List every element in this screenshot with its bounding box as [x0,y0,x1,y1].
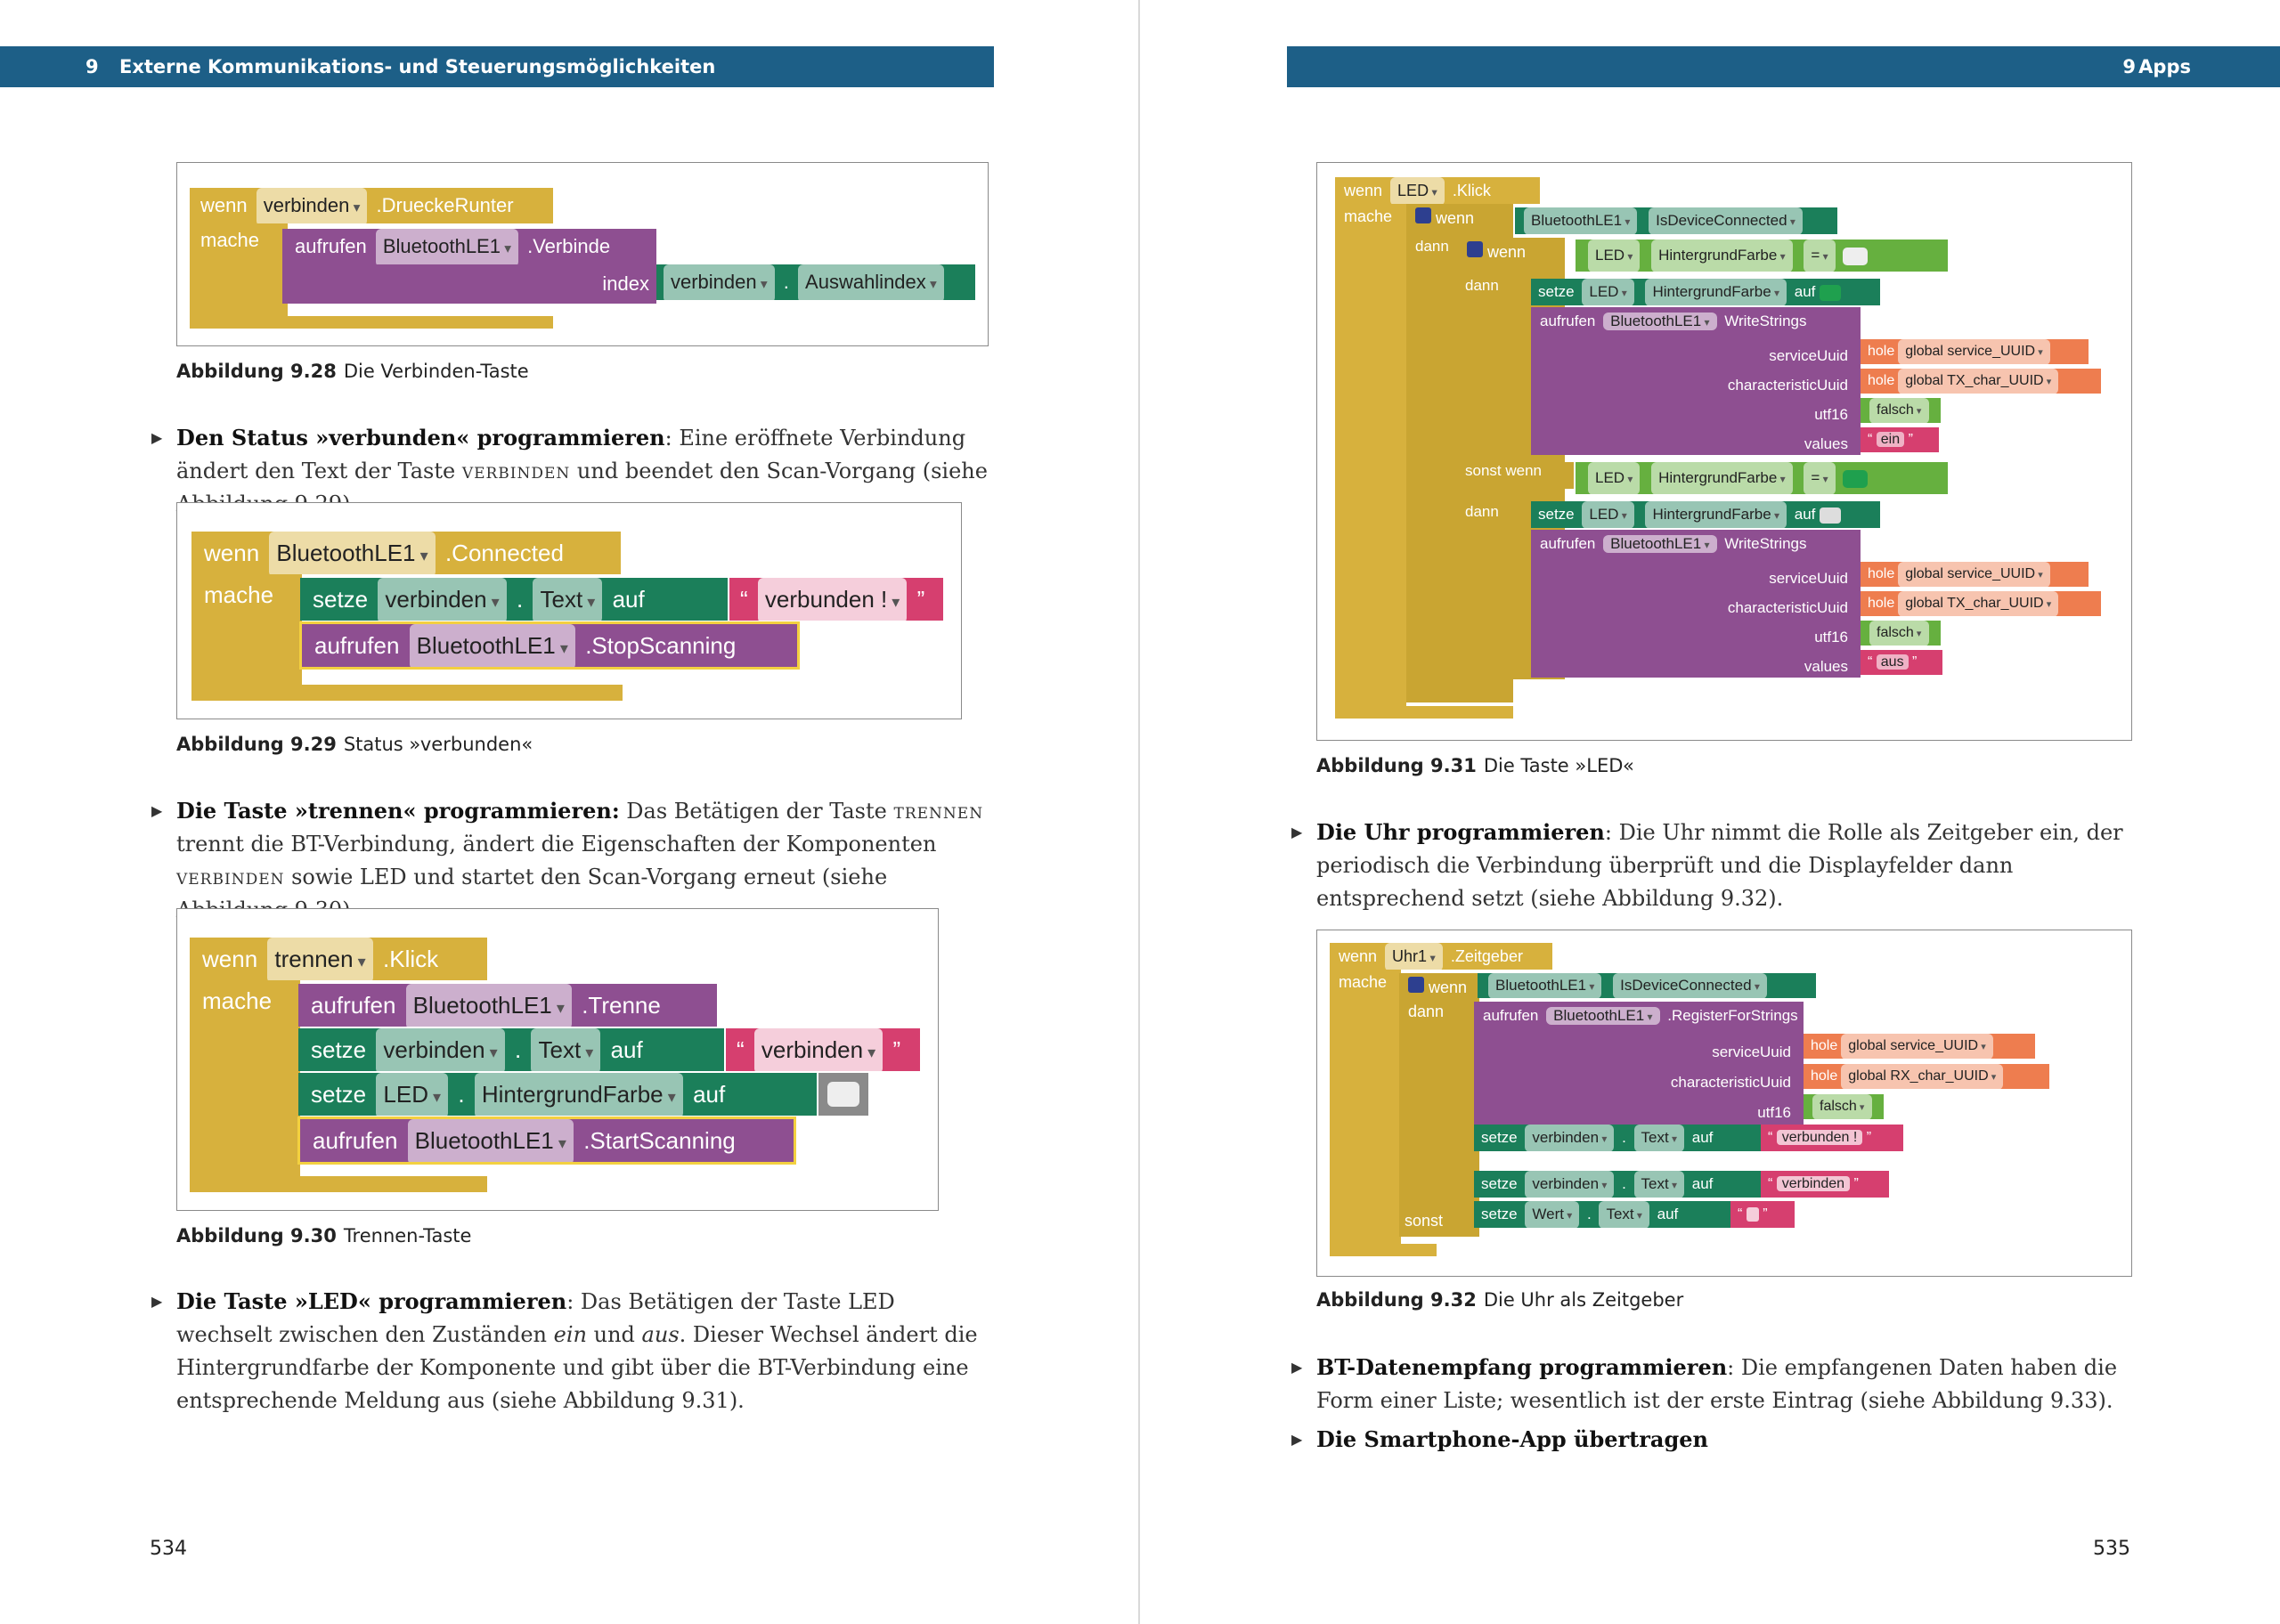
figure-caption [176,1225,471,1246]
auf-keyword: auf [610,1036,643,1063]
auf-keyword: auf [1794,283,1816,300]
bullet-arrow-icon: ▶ [1291,1431,1303,1448]
component-dropdown: LED ▾ [1390,177,1445,206]
event-name: .DrueckeRunter [376,194,514,216]
quote-close: ” [916,586,925,613]
caption-number: Abbildung 9.30 [176,1225,337,1246]
arg-label: characteristicUuid [1670,1074,1791,1091]
dann-label [1458,277,1511,304]
figure-caption [176,361,529,382]
global-getter [1861,339,2089,364]
string-text: aus [1877,654,1909,670]
event-block-bottom [191,685,623,701]
event-block-bottom [1330,1244,1437,1256]
string-block [729,578,943,621]
index-label: index [602,272,649,295]
variable-dropdown: global TX_char_UUID ▾ [1898,591,2058,617]
auf-keyword: auf [1691,1129,1714,1146]
small-caps-term: verbinden [176,865,285,889]
property-dropdown: Text ▾ [533,578,602,623]
boolean-block [1861,398,1941,423]
variable-dropdown: global RX_char_UUID ▾ [1841,1064,2003,1090]
setze-keyword: setze [1481,1175,1518,1192]
operator-dropdown: = ▾ [1804,240,1835,272]
paragraph-lead: BT-Datenempfang programmieren [1316,1354,1728,1380]
setter-block [298,1073,817,1116]
paragraph-lead: Die Smartphone-App übertragen [1316,1426,1708,1452]
event-block-bottom [1335,706,1513,719]
if-else-block [1399,973,1479,1237]
component-dropdown: Uhr1 ▾ [1385,943,1443,971]
paragraph-lead: Die Uhr programmieren [1316,819,1605,845]
setter-block [1531,279,1880,305]
paragraph-text: Das Betätigen der Taste [619,799,894,824]
variable-dropdown: global service_UUID ▾ [1841,1034,1993,1060]
gear-icon [1467,241,1483,257]
mache-block [190,980,300,1178]
mache-keyword: mache [1339,973,1388,991]
bullet-arrow-icon: ▶ [151,802,163,819]
auf-keyword: auf [612,586,645,613]
mache-keyword: mache [202,987,273,1014]
dot: . [1586,1206,1592,1222]
light-gray-swatch [1820,508,1841,524]
call-block-index [282,264,656,304]
event-name: .Zeitgeber [1450,947,1523,965]
mache-keyword: mache [200,229,260,251]
event-block-bottom [190,316,553,329]
property-dropdown: Auswahlindex ▾ [798,264,944,303]
setze-keyword: setze [1538,283,1575,300]
mache-block [1330,970,1401,1255]
string-text: verbunden ! [1777,1130,1863,1145]
wenn-keyword: wenn [1429,978,1468,996]
bullet-paragraph [1291,1423,2130,1457]
figure-9-32 [1316,930,2132,1277]
setter-block [1474,1125,1763,1151]
running-header-right [1287,46,2280,87]
aufrufen-keyword: aufrufen [295,235,367,257]
paragraph-lead: Die Taste »trennen« programmieren: [176,798,620,824]
mache-block [191,574,302,686]
component-dropdown: Wert ▾ [1525,1201,1579,1229]
sonst-wenn-label [1458,462,1574,489]
bullet-arrow-icon: ▶ [1291,824,1303,840]
property-dropdown: IsDeviceConnected ▾ [1649,207,1803,235]
sonst-keyword: sonst [1405,1212,1444,1230]
italic-term: aus [641,1322,680,1347]
string-text: ein [1877,432,1904,447]
compare-block [1576,462,1948,494]
bullet-paragraph [1291,816,2130,915]
figure-caption [1316,755,1634,776]
dann-keyword: dann [1415,238,1449,255]
hole-keyword: hole [1868,596,1895,611]
component-dropdown: LED ▾ [1582,501,1633,529]
bt-dropdown: BluetoothLE1 ▾ [376,229,518,267]
figure-caption [176,734,533,755]
book-spine [1138,0,1140,1624]
auf-keyword: auf [1794,506,1816,523]
event-name: .Klick [383,946,439,972]
string-value [754,1028,883,1074]
figure-9-29 [176,502,962,719]
auf-keyword: auf [1691,1175,1714,1192]
call-block [282,229,656,264]
property-dropdown: HintergrundFarbe ▾ [1651,240,1793,272]
paragraph-text: : Die empfangenen Daten haben die Form einer Liste; wesentlich ist der erste Eintrag (siehe Abbildung 9.33). [1316,1355,2118,1413]
bullet-arrow-icon: ▶ [1291,1359,1303,1376]
method-name: .StartScanning [583,1127,736,1154]
arg-label: values [1804,658,1848,675]
global-getter [1861,591,2101,616]
component-dropdown: verbinden ▾ [1525,1125,1614,1152]
paragraph-text: und [587,1322,642,1347]
light-gray-swatch [827,1082,859,1107]
property-getter [656,264,975,300]
aufrufen-keyword: aufrufen [1483,1007,1539,1024]
string-block: “ ein ” [1861,427,1939,452]
wenn-keyword: wenn [202,946,258,972]
method-name: WriteStrings [1724,535,1807,552]
chapter-title: Externe Kommunikations- und Steuerungsmöglichkeiten [119,56,716,77]
boolean-dropdown: falsch ▾ [1869,621,1929,646]
call-block [1474,1002,1804,1132]
method-name: .Trenne [582,992,661,1019]
compare-block [1576,240,1948,272]
dot: . [1622,1175,1626,1192]
property-dropdown: Text ▾ [1634,1125,1684,1152]
empty-string-block: “ ” [1730,1201,1795,1228]
dot: . [517,586,524,613]
running-header-left [0,46,994,87]
event-block [1330,943,1552,970]
light-gray-swatch [1843,248,1868,265]
arg-label: serviceUuid [1769,347,1848,364]
variable-dropdown: global service_UUID ▾ [1898,562,2050,588]
bt-dropdown: BluetoothLE1 ▾ [1546,1007,1659,1025]
bullet-arrow-icon: ▶ [151,1293,163,1310]
paragraph-text: . Dieser Wechsel ändert die Hintergrundfarbe der Komponente und gibt über die BT-Verbindung eine entsprechende Meldung aus (siehe Abbildung 9.31). [176,1322,978,1413]
bt-dropdown: BluetoothLE1 ▾ [1524,207,1637,235]
wenn-keyword: wenn [1339,947,1378,965]
dot: . [458,1081,465,1108]
hole-keyword: hole [1811,1068,1838,1084]
mache-keyword: mache [1344,207,1393,225]
boolean-block [1861,621,1941,646]
bullet-arrow-icon: ▶ [151,429,163,446]
caption-text: Die Taste »LED« [1483,755,1634,776]
event-block [191,532,621,574]
event-name: .Connected [444,540,564,566]
bt-dropdown: BluetoothLE1 ▾ [408,1119,574,1165]
component-dropdown: verbinden ▾ [664,264,775,303]
property-dropdown: Text ▾ [1599,1201,1649,1229]
green-swatch [1843,470,1868,488]
arg-label: utf16 [1814,406,1848,423]
event-block [1335,177,1540,204]
page-number: 535 [2093,1538,2130,1560]
setze-keyword: setze [1481,1206,1518,1222]
argument-labels [1671,1037,1791,1128]
global-getter [1804,1034,2035,1059]
operator-dropdown: = ▾ [1804,462,1835,495]
color-block [818,1073,868,1116]
quote-open: “ [740,586,748,613]
arg-label: characteristicUuid [1727,377,1848,394]
small-caps-term: trennen [893,799,984,824]
caption-text: Die Uhr als Zeitgeber [1483,1289,1684,1311]
method-name: .RegisterForStrings [1667,1007,1798,1024]
method-name: WriteStrings [1724,313,1807,329]
dot: . [515,1036,522,1063]
property-dropdown: IsDeviceConnected ▾ [1613,973,1767,999]
arg-label: serviceUuid [1712,1043,1791,1060]
dann-keyword: dann [1465,277,1499,294]
wenn-keyword: wenn [1487,243,1527,261]
auf-keyword: auf [693,1081,726,1108]
global-getter [1861,562,2089,587]
argument-labels [1728,564,1848,681]
method-name: .Verbinde [527,235,611,257]
quote-close: ” [892,1036,901,1063]
aufrufen-keyword: aufrufen [311,992,396,1019]
property-dropdown: Text ▾ [531,1028,600,1074]
paragraph-text: : Die Uhr nimmt die Rolle als Zeitgeber ein, der periodisch die Verbindung überprüft und die Displayfelder dann entsprechend setzt (siehe Abbildung 9.32). [1316,820,2123,911]
aufrufen-keyword: aufrufen [313,1127,398,1154]
call-block [1531,307,1861,455]
dot: . [1622,1129,1626,1146]
caption-number: Abbildung 9.29 [176,734,337,755]
wenn-keyword: wenn [1436,209,1475,227]
paragraph-text: : Das Betätigen der Taste LED wechselt zwischen den Zuständen [176,1289,895,1347]
hole-keyword: hole [1811,1038,1838,1053]
bullet-paragraph [151,794,990,927]
string-text: verbinden [761,1036,864,1063]
setter-block [1474,1201,1732,1228]
variable-dropdown: global service_UUID ▾ [1898,339,2050,365]
setze-keyword: setze [1538,506,1575,523]
paragraph-text: : Eine eröffnete Verbindung ändert den Text der Taste [176,426,966,483]
paragraph-lead: Den Status »verbunden« programmieren [176,425,665,451]
dann-label [1458,503,1511,530]
caption-number: Abbildung 9.31 [1316,755,1477,776]
global-getter [1804,1064,2049,1089]
string-block: “ verbunden ! ” [1761,1125,1903,1151]
arg-label: utf16 [1814,629,1848,646]
component-dropdown: verbinden ▾ [256,188,368,226]
arg-label: utf16 [1757,1104,1791,1121]
bt-dropdown: BluetoothLE1 ▾ [1603,535,1716,553]
setter-block [300,578,728,621]
setze-keyword: setze [313,586,369,613]
property-dropdown: HintergrundFarbe ▾ [475,1073,683,1118]
call-block [298,984,717,1027]
setze-keyword: setze [311,1036,367,1063]
gear-icon [1408,977,1424,993]
figure-9-30 [176,908,939,1211]
hole-keyword: hole [1868,566,1895,581]
arg-label: serviceUuid [1769,570,1848,587]
bullet-paragraph [151,1285,990,1417]
dann-keyword: dann [1465,503,1499,520]
caption-number: Abbildung 9.32 [1316,1289,1477,1311]
wenn-keyword: wenn [200,194,248,216]
paragraph-text: trennt die BT-Verbindung, ändert die Eigenschaften der Komponenten [176,832,937,857]
chapter-number: 9 [86,56,99,77]
getter-block [1478,973,1816,998]
component-dropdown: trennen ▾ [267,938,372,983]
paragraph-text: und beendet den Scan-Vorgang (siehe [576,459,988,483]
boolean-dropdown: falsch ▾ [1812,1094,1872,1120]
component-dropdown: verbinden ▾ [1525,1171,1614,1198]
component-dropdown: verbinden ▾ [376,1028,504,1074]
component-dropdown: BluetoothLE1 ▾ [269,532,435,577]
caption-text: Trennen-Taste [343,1225,472,1246]
paragraph-lead: Die Taste »LED« programmieren [176,1288,567,1314]
arg-label: values [1804,435,1848,452]
aufrufen-keyword: aufrufen [314,632,400,659]
paragraph-text: sowie LED und startet den Scan-Vorgang erneut (siehe [291,865,888,889]
getter-block [1515,207,1837,234]
caption-number: Abbildung 9.28 [176,361,337,382]
caption-text: Die Verbinden-Taste [343,361,529,382]
dann-keyword: dann [1408,1003,1445,1020]
property-dropdown: HintergrundFarbe ▾ [1645,279,1787,306]
call-block [1531,530,1861,678]
figure-9-28 [176,162,989,346]
green-swatch [1820,285,1841,301]
dot: . [783,271,789,293]
component-dropdown: LED ▾ [376,1073,448,1118]
event-block-bottom [190,1176,487,1192]
bt-dropdown: BluetoothLE1 ▾ [410,624,575,670]
wenn-keyword: wenn [204,540,260,566]
global-getter [1861,369,2101,394]
chapter-title: Apps [2138,56,2191,77]
small-caps-term: verbinden [461,459,571,483]
wenn-keyword: wenn [1344,182,1383,199]
hole-keyword: hole [1868,344,1895,359]
string-block: “ verbinden ” [1761,1171,1889,1198]
property-dropdown: HintergrundFarbe ▾ [1651,462,1793,495]
setter-block [1531,501,1880,528]
arg-label: characteristicUuid [1727,599,1848,616]
sonst-wenn-keyword: sonst wenn [1465,462,1542,479]
setze-keyword: setze [311,1081,367,1108]
string-value [758,578,908,623]
method-name: .StopScanning [585,632,737,659]
gear-icon [1415,207,1431,223]
string-block: “ aus ” [1861,650,1942,675]
component-dropdown: LED ▾ [1588,240,1640,272]
argument-labels [1728,341,1848,459]
caption-text: Status »verbunden« [343,734,533,755]
setter-block [298,1028,724,1071]
chapter-number: 9 [2122,56,2136,77]
aufrufen-keyword: aufrufen [1540,535,1596,552]
string-block [726,1028,920,1071]
string-text: verbunden ! [764,586,888,613]
variable-dropdown: global TX_char_UUID ▾ [1898,369,2058,394]
property-dropdown: HintergrundFarbe ▾ [1645,501,1787,529]
component-dropdown: verbinden ▾ [378,578,506,623]
bt-dropdown: BluetoothLE1 ▾ [406,984,572,1029]
call-block [300,1119,794,1162]
auf-keyword: auf [1657,1206,1679,1222]
hole-keyword: hole [1868,373,1895,388]
property-dropdown: Text ▾ [1634,1171,1684,1198]
setze-keyword: setze [1481,1129,1518,1146]
component-dropdown: LED ▾ [1588,462,1640,495]
dann-label [1406,238,1456,264]
figure-caption [1316,1289,1683,1311]
call-block [302,624,797,667]
empty-string-swatch [1747,1207,1759,1222]
bt-dropdown: BluetoothLE1 ▾ [1488,973,1601,999]
aufrufen-keyword: aufrufen [1540,313,1596,329]
event-block [190,938,487,980]
italic-term: ein [553,1322,587,1347]
mache-keyword: mache [204,581,274,608]
boolean-block [1804,1094,1884,1119]
mache-block [190,223,288,321]
mache-block [1335,204,1406,713]
event-block [190,188,553,223]
page-number: 534 [150,1538,187,1560]
quote-open: “ [737,1036,745,1063]
bt-dropdown: BluetoothLE1 ▾ [1603,313,1716,330]
boolean-dropdown: falsch ▾ [1869,398,1929,424]
setter-block [1474,1171,1763,1198]
string-text: verbinden [1777,1176,1850,1191]
figure-9-31 [1316,162,2132,741]
bullet-paragraph [1291,1351,2130,1417]
event-name: .Klick [1452,182,1491,199]
component-dropdown: LED ▾ [1582,279,1633,306]
